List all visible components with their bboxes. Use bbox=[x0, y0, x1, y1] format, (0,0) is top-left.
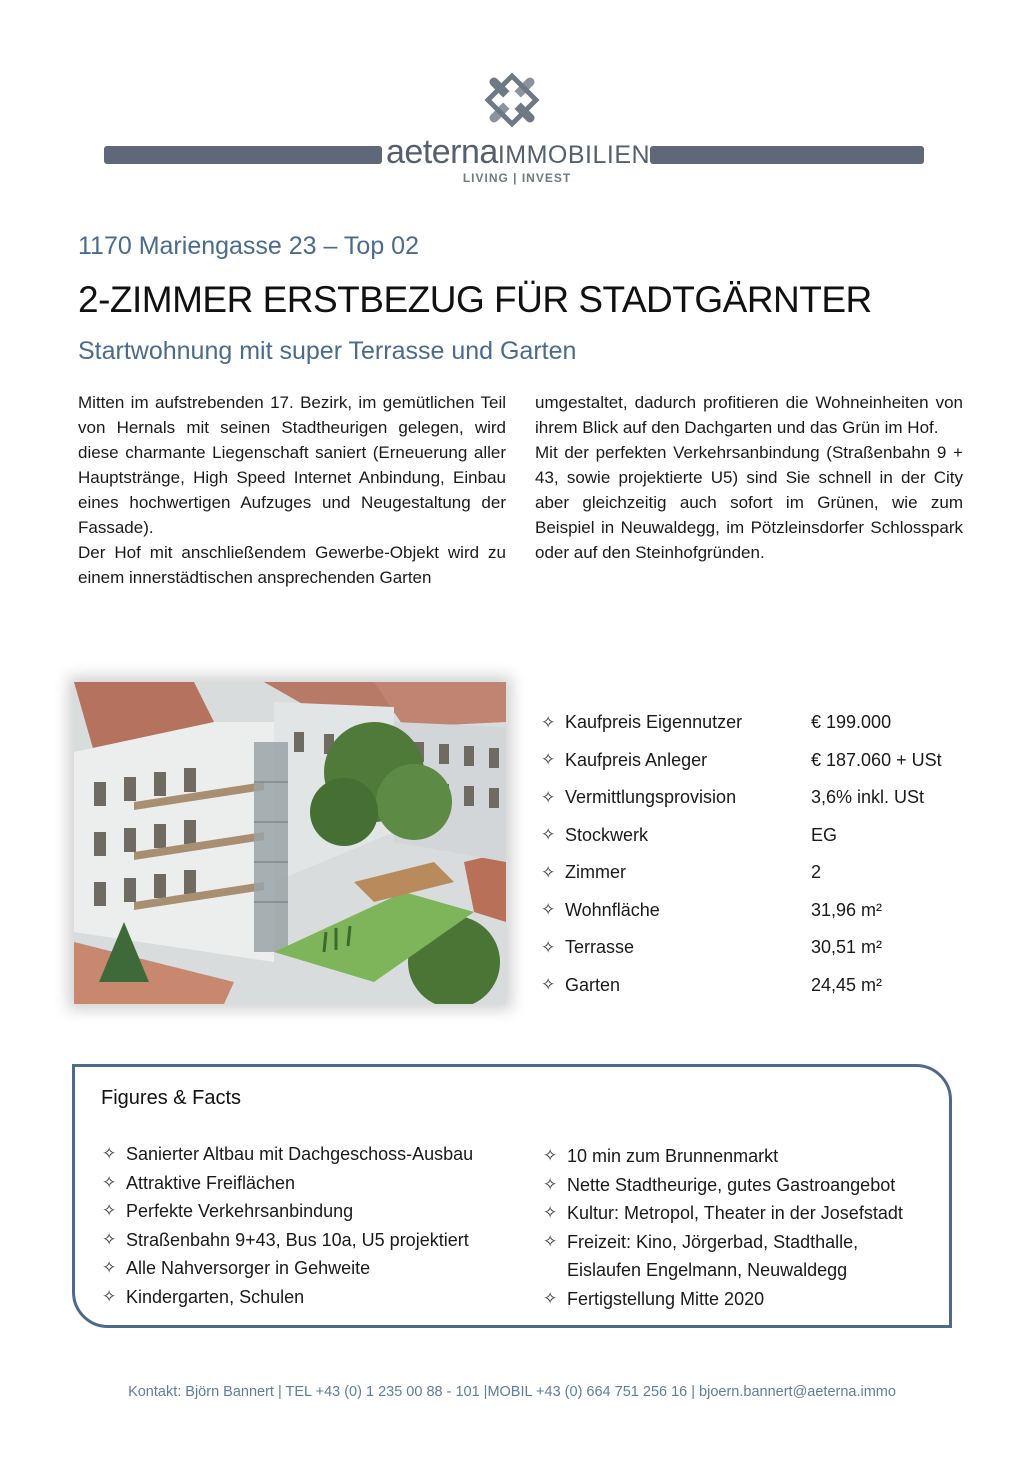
four-pointed-star-icon: ✧ bbox=[541, 975, 556, 995]
four-pointed-star-icon: ✧ bbox=[541, 750, 556, 770]
fact-row-living-area bbox=[541, 892, 961, 930]
list-item-text: Kindergarten, Schulen bbox=[126, 1286, 305, 1307]
intro-paragraph: Der Hof mit anschließendem Gewerbe-Objekt wird zu einem innerstädtischen ansprechenden Garten bbox=[78, 543, 506, 587]
four-pointed-star-icon: ✧ bbox=[543, 1174, 558, 1194]
figures-list-right bbox=[543, 1142, 943, 1314]
figures-list-left bbox=[102, 1140, 522, 1312]
listing-subtitle: Startwohnung mit super Terrasse und Garten bbox=[78, 337, 577, 365]
list-item bbox=[102, 1197, 522, 1226]
four-pointed-star-icon: ✧ bbox=[102, 1201, 117, 1221]
list-item-text: Straßenbahn 9+43, Bus 10a, U5 projektiert bbox=[126, 1229, 469, 1250]
fact-row-garden bbox=[541, 967, 961, 1005]
brand-name-light: IMMOBILIEN bbox=[497, 141, 651, 169]
intro-column-right bbox=[535, 390, 963, 565]
list-item bbox=[102, 1254, 522, 1283]
list-item bbox=[102, 1226, 522, 1255]
list-item-text: Alle Nahversorger in Gehweite bbox=[126, 1258, 371, 1279]
intro-paragraph: Mitten im aufstrebenden 17. Bezirk, im gemütlichen Teil von Hernals mit seinen Stadtheurigen gelegen, wird diese charmante Liegenschaft saniert (Erneuerung aller Hauptstränge, High Speed Internet Anbindung, Einbau eines hochwertigen Aufzuges und Neugestaltung der Fassade). bbox=[78, 393, 506, 537]
list-item bbox=[543, 1171, 943, 1200]
fact-row-commission bbox=[541, 779, 961, 817]
fact-label: Wohnfläche bbox=[565, 899, 660, 920]
four-pointed-star-icon: ✧ bbox=[543, 1288, 558, 1308]
fact-label: Garten bbox=[565, 974, 621, 995]
brand-name-bold: aeterna bbox=[386, 133, 498, 171]
header-bar-left bbox=[104, 146, 382, 164]
four-pointed-star-icon: ✧ bbox=[102, 1172, 117, 1192]
four-pointed-star-icon: ✧ bbox=[102, 1229, 117, 1249]
list-item bbox=[102, 1283, 522, 1312]
four-pointed-star-icon: ✧ bbox=[541, 825, 556, 845]
four-pointed-star-icon: ✧ bbox=[543, 1146, 558, 1165]
list-item bbox=[543, 1285, 943, 1314]
key-facts-list bbox=[541, 704, 961, 1004]
fact-label: Stockwerk bbox=[565, 824, 649, 845]
four-pointed-star-icon: ✧ bbox=[102, 1286, 117, 1306]
fact-value: € 199.000 bbox=[811, 712, 892, 733]
brand-name bbox=[386, 130, 651, 177]
list-item-text: Sanierter Altbau mit Dachgeschoss-Ausbau bbox=[126, 1144, 474, 1164]
fact-row-purchase-price-owner bbox=[541, 704, 961, 742]
header-bar-right bbox=[650, 146, 924, 164]
fact-row-rooms bbox=[541, 854, 961, 892]
fact-value: 3,6% inkl. USt bbox=[811, 787, 925, 808]
four-pointed-star-icon: ✧ bbox=[543, 1203, 558, 1223]
list-item bbox=[102, 1140, 522, 1169]
fact-row-floor bbox=[541, 817, 961, 855]
figures-facts-title: Figures & Facts bbox=[101, 1087, 242, 1109]
fact-value: 24,45 m² bbox=[811, 974, 883, 995]
list-item-text: Perfekte Verkehrsanbindung bbox=[126, 1201, 354, 1222]
four-pointed-star-icon: ✧ bbox=[541, 787, 556, 807]
list-item-text: Kultur: Metropol, Theater in der Josefstadt bbox=[567, 1203, 903, 1224]
four-pointed-star-icon: ✧ bbox=[102, 1258, 117, 1278]
four-pointed-star-icon: ✧ bbox=[541, 712, 556, 732]
list-item bbox=[543, 1228, 943, 1285]
fact-value: 31,96 m² bbox=[811, 899, 883, 920]
fact-label: Kaufpreis Anleger bbox=[565, 749, 708, 770]
listing-title: 2-ZIMMER ERSTBEZUG FÜR STADTGÄRNTER bbox=[78, 279, 872, 320]
contact-footer: Kontakt: Björn Bannert | TEL +43 (0) 1 235 00 88 - 101 |MOBIL +43 (0) 664 751 256 16 | bjoern.bannert@aeterna.immo bbox=[128, 1384, 896, 1400]
list-item bbox=[543, 1142, 943, 1171]
brand-tagline: LIVING | INVEST bbox=[462, 171, 572, 185]
list-item-text: Nette Stadtheurige, gutes Gastroangebot bbox=[567, 1174, 896, 1195]
fact-row-terrace bbox=[541, 929, 961, 967]
four-pointed-star-icon: ✧ bbox=[541, 862, 556, 882]
fact-label: Terrasse bbox=[565, 937, 635, 958]
four-pointed-star-icon: ✧ bbox=[102, 1144, 117, 1163]
fact-label: Kaufpreis Eigennutzer bbox=[565, 712, 743, 733]
four-pointed-star-icon: ✧ bbox=[543, 1231, 558, 1251]
list-item bbox=[543, 1199, 943, 1228]
fact-row-purchase-price-investor bbox=[541, 742, 961, 780]
list-item bbox=[102, 1169, 522, 1198]
list-item-text: Attraktive Freiflächen bbox=[126, 1172, 296, 1193]
list-item-text: Freizeit: Kino, Jörgerbad, Stadthalle, Eislaufen Engelmann, Neuwaldegg bbox=[567, 1231, 859, 1281]
fact-value: 2 bbox=[811, 862, 822, 883]
list-item-text: 10 min zum Brunnenmarkt bbox=[567, 1146, 779, 1166]
list-item-text: Fertigstellung Mitte 2020 bbox=[567, 1288, 765, 1309]
company-logo-mark bbox=[482, 70, 542, 130]
listing-address: 1170 Mariengasse 23 – Top 02 bbox=[78, 232, 419, 260]
four-pointed-star-icon: ✧ bbox=[541, 900, 556, 920]
intro-paragraph: umgestaltet, dadurch profitieren die Wohneinheiten von ihrem Blick auf den Dachgarten und das Grün im Hof. bbox=[535, 393, 963, 437]
intro-paragraph: Mit der perfekten Verkehrsanbindung (Straßenbahn 9 + 43, sowie projektierte U5) sind Sie schnell in der City aber gleichzeitig auch sofort im Grünen, wie zum Beispiel in Neuwaldegg, im Pötzleinsdorfer Schlosspark oder auf den Steinhofgründen. bbox=[535, 443, 963, 562]
building-rendering-image bbox=[74, 682, 506, 1004]
fact-value: € 187.060 + USt bbox=[811, 749, 942, 770]
fact-label: Vermittlungsprovision bbox=[565, 787, 737, 808]
fact-value: 30,51 m² bbox=[811, 937, 883, 958]
intro-column-left bbox=[78, 390, 506, 590]
fact-label: Zimmer bbox=[565, 862, 626, 883]
fact-value: EG bbox=[811, 824, 838, 845]
four-pointed-star-icon: ✧ bbox=[541, 937, 556, 957]
